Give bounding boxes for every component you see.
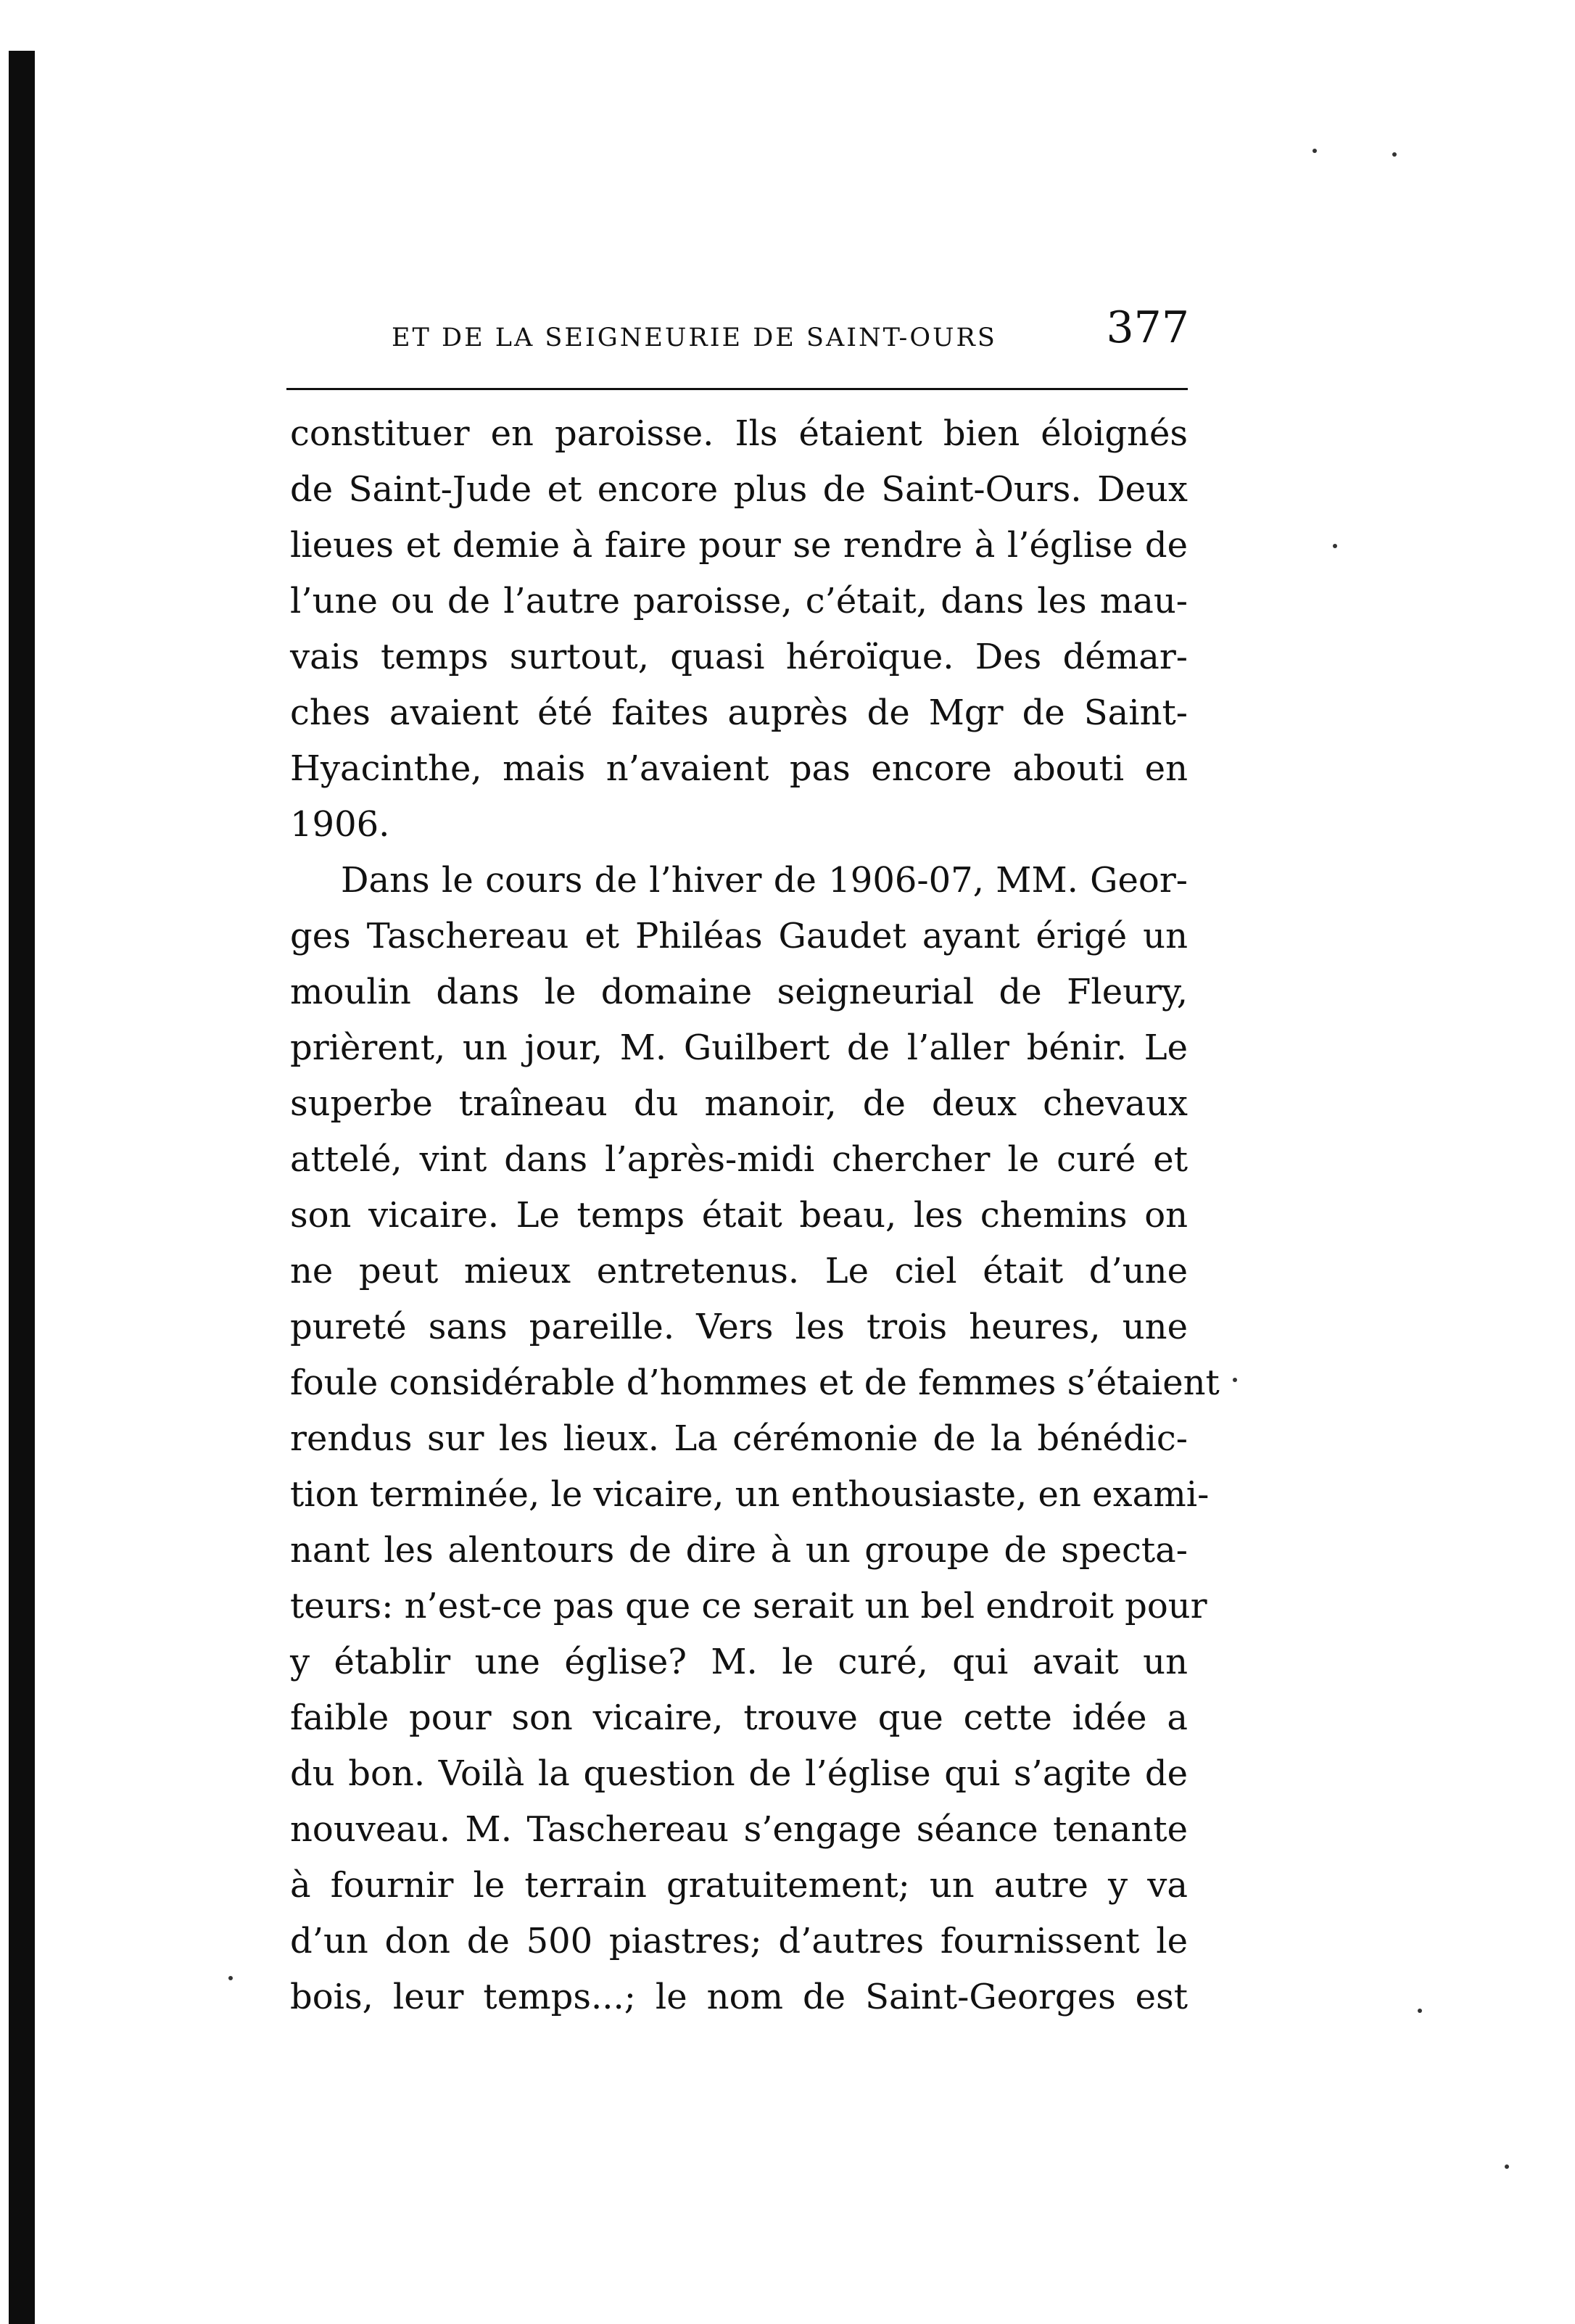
text-line: ges Taschereau et Philéas Gaudet ayant érigé un	[290, 916, 1188, 956]
text-line: pureté sans pareille. Vers les trois heures, une	[290, 1307, 1188, 1347]
scan-speck	[1233, 1378, 1237, 1382]
text-line: rendus sur les lieux. La cérémonie de la bénédic-	[290, 1418, 1188, 1459]
text-line: bois, leur temps...; le nom de Saint-Georges est	[290, 1977, 1188, 2017]
text-line: Hyacinthe, mais n’avaient pas encore abouti en	[290, 748, 1188, 789]
paragraph-1	[290, 406, 1188, 853]
page-number: 377	[1106, 302, 1189, 353]
scan-speck	[1505, 2164, 1509, 2169]
text-line: attelé, vint dans l’après-midi chercher le curé et	[290, 1139, 1188, 1180]
scan-speck	[1333, 544, 1337, 548]
text-line: nant les alentours de dire à un groupe de specta-	[290, 1530, 1188, 1571]
text-line: prièrent, un jour, M. Guilbert de l’aller bénir. Le	[290, 1027, 1188, 1068]
text-line: moulin dans le domaine seigneurial de Fleury,	[290, 972, 1188, 1012]
text-line: son vicaire. Le temps était beau, les chemins on	[290, 1195, 1188, 1236]
text-line: lieues et demie à faire pour se rendre à l’église de	[290, 525, 1188, 566]
text-line: constituer en paroisse. Ils étaient bien éloignés	[290, 413, 1188, 454]
scan-speck	[1312, 149, 1317, 153]
text-line: nouveau. M. Taschereau s’engage séance tenante	[290, 1809, 1188, 1850]
scan-speck	[1418, 2009, 1422, 2013]
scan-binding-edge	[9, 51, 35, 2324]
paragraph-2	[290, 853, 1220, 2025]
text-line: Dans le cours de l’hiver de 1906-07, MM. Geor-	[341, 860, 1188, 901]
text-line: d’un don de 500 piastres; d’autres fournissent le	[290, 1921, 1188, 1961]
text-line: ne peut mieux entretenus. Le ciel était d’une	[290, 1251, 1188, 1291]
header-rule	[286, 388, 1188, 390]
scan-speck	[228, 1976, 233, 1980]
text-line: tion terminée, le vicaire, un enthousiaste, en exami-	[290, 1474, 1210, 1515]
text-line: l’une ou de l’autre paroisse, c’était, dans les mau-	[290, 581, 1188, 621]
text-line: du bon. Voilà la question de l’église qui s’agite de	[290, 1753, 1188, 1794]
text-line: foule considérable d’hommes et de femmes s’étaient	[290, 1362, 1220, 1403]
text-line: ches avaient été faites auprès de Mgr de Saint-	[290, 692, 1188, 733]
scan-speck	[1392, 152, 1397, 157]
page-header	[392, 302, 1189, 364]
text-line: faible pour son vicaire, trouve que cette idée a	[290, 1697, 1188, 1738]
running-head: ET DE LA SEIGNEURIE DE SAINT-OURS	[392, 323, 997, 352]
text-line: de Saint-Jude et encore plus de Saint-Ours. Deux	[290, 469, 1188, 510]
text-line: 1906.	[290, 804, 390, 845]
text-line: à fournir le terrain gratuitement; un autre y va	[290, 1865, 1188, 1906]
text-line: y établir une église? M. le curé, qui avait un	[290, 1642, 1188, 1682]
text-line: vais temps surtout, quasi héroïque. Des démar-	[290, 637, 1188, 677]
text-line: superbe traîneau du manoir, de deux chevaux	[290, 1083, 1188, 1124]
text-line: teurs: n’est-ce pas que ce serait un bel endroit pour	[290, 1586, 1207, 1626]
body-text	[290, 406, 1220, 2025]
